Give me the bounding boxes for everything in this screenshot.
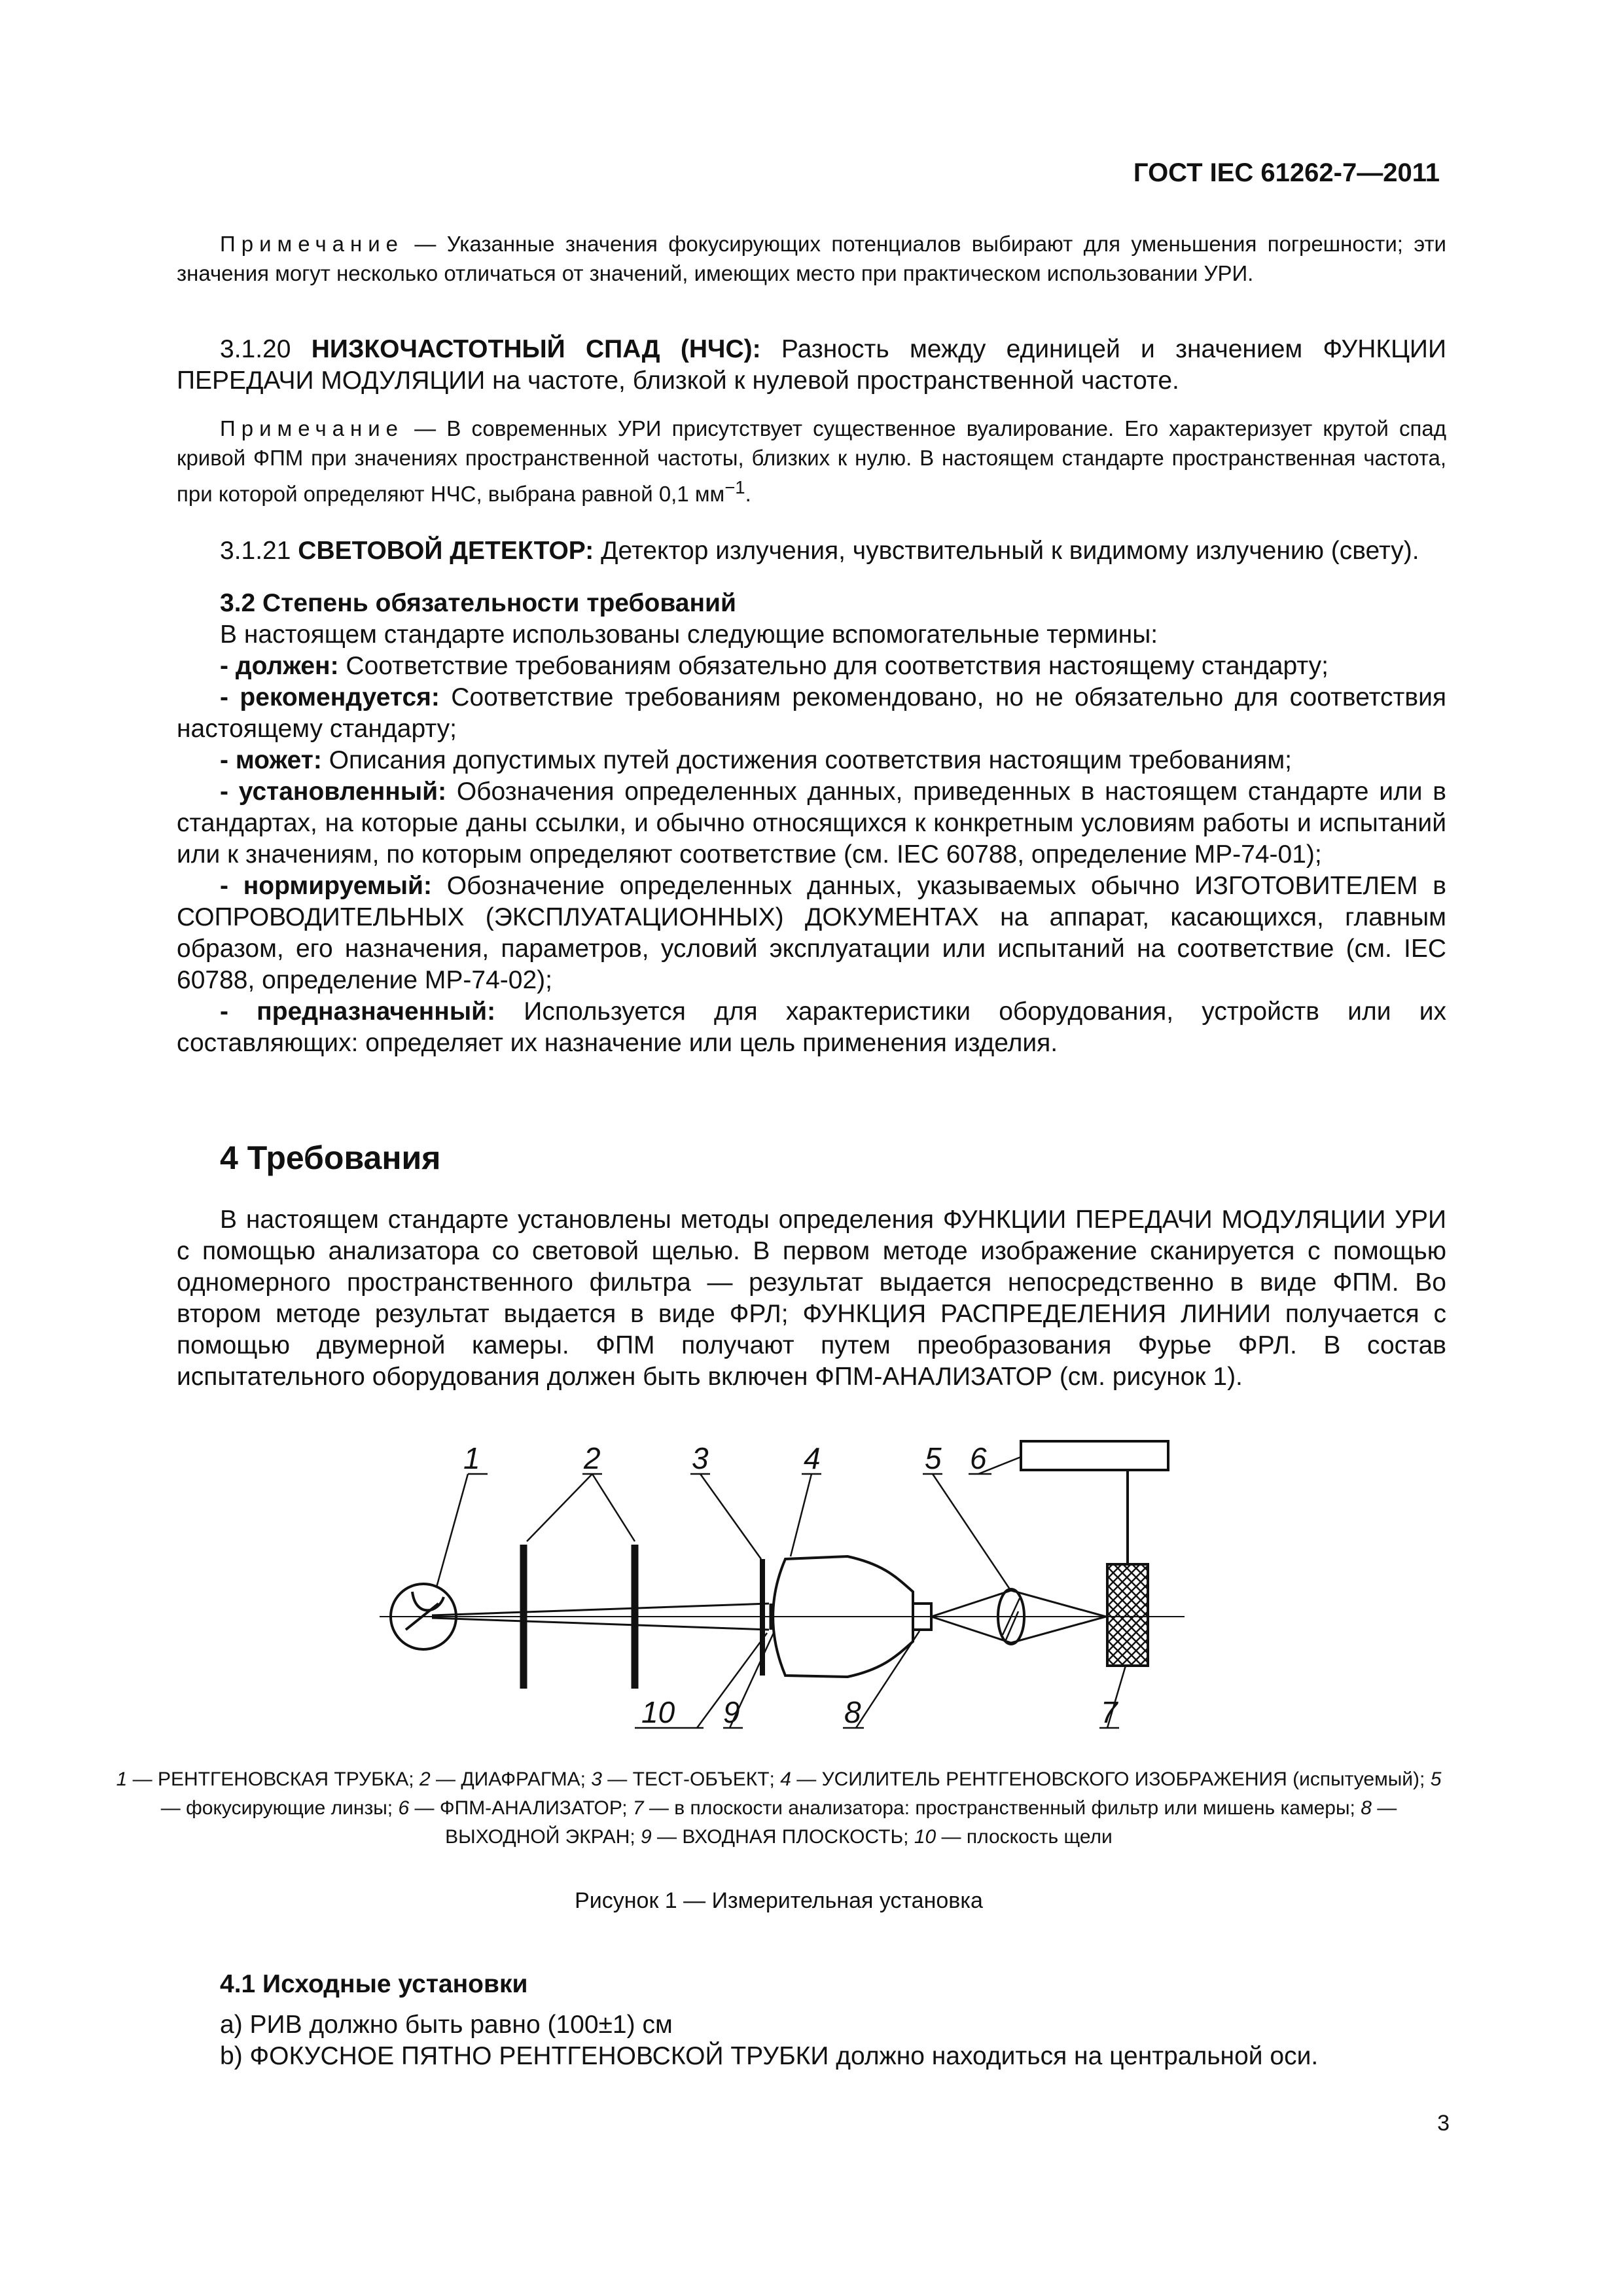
note-2 bbox=[177, 414, 1446, 509]
section-4-1 bbox=[177, 1969, 1446, 2072]
legend-item: 5 — фокусирующие линзы; bbox=[160, 1768, 1442, 1819]
section-intro: В настоящем стандарте использованы следующие вспомогательные термины: bbox=[220, 620, 1158, 649]
note-superscript: −1 bbox=[724, 477, 745, 497]
term-text: Обозначение определенных данных, указываемых обычно ИЗГОТОВИТЕЛЕМ в СОПРОВОДИТЕЛЬНЫХ (ЭКСПЛУАТАЦИОННЫХ) ДОКУМЕНТАХ на аппарат, касающихся, главным образом, его назначения, параметров, условий эксплуатации или испытаний на соответствие (см. IEC 60788, определение МР-74-02); bbox=[177, 872, 1446, 994]
list-marker: b) bbox=[220, 2042, 243, 2070]
legend-item: 9 — ВХОДНАЯ ПЛОСКОСТЬ; bbox=[641, 1826, 914, 1848]
clause-3-1-21 bbox=[177, 535, 1446, 567]
clause-term: НИЗКОЧАСТОТНЫЙ СПАД (НЧС): bbox=[311, 335, 761, 363]
figure-1-legend bbox=[111, 1765, 1446, 1852]
term-text: Обозначения определенных данных, приведенных в настоящем стандарте или в стандартах, на которые даны ссылки, и обычно относящихся к конкретным условиям работы и испытаний или к значениям, по которым определяют соответствие (см. IEC 60788, определение МР-74-01); bbox=[177, 778, 1446, 869]
list-text: ФОКУСНОЕ ПЯТНО РЕНТГЕНОВСКОЙ ТРУБКИ должно находиться на центральной оси. bbox=[249, 2042, 1319, 2070]
note-text: — Указанные значения фокусирующих потенциалов выбирают для уменьшения погрешности; эти значения могут несколько отличаться от значений, имеющих место при практическом использовании УРИ. bbox=[177, 232, 1446, 285]
term-label: - должен: bbox=[220, 652, 339, 680]
note-text: — В современных УРИ присутствует существенное вуалирование. Его характеризует крутой спад кривой ФПМ при значениях пространственной частоты, близких к нулю. В настоящем стандарте пространственная частота, при которой определяют НЧС, выбрана равной 0,1 мм bbox=[177, 416, 1446, 506]
document-header: ГОСТ IEC 61262-7—2011 bbox=[1133, 158, 1440, 187]
list-marker: а) bbox=[220, 2011, 243, 2039]
legend-item: 4 — УСИЛИТЕЛЬ РЕНТГЕНОВСКОГО ИЗОБРАЖЕНИЯ (испытуемый); bbox=[780, 1768, 1431, 1790]
clause-definition: Разность между единицей и значением ФУНКЦИИ ПЕРЕДАЧИ МОДУЛЯЦИИ на частоте, близкой к нулевой пространственной частоте. bbox=[177, 335, 1446, 395]
note-1 bbox=[177, 229, 1446, 288]
term-item bbox=[177, 651, 1446, 682]
term-label: - нормируемый: bbox=[220, 872, 433, 900]
tube-cathode bbox=[412, 1592, 444, 1610]
mtf-analyzer bbox=[1021, 1441, 1168, 1470]
term-text: Описания допустимых путей достижения соответствия настоящим требованиям; bbox=[321, 746, 1292, 774]
list-item bbox=[177, 2009, 1446, 2041]
clause-definition: Детектор излучения, чувствительный к видимому излучению (свету). bbox=[594, 537, 1419, 565]
note-label: Примечание bbox=[220, 232, 404, 256]
term-text: Соответствие требованиям обязательно для соответствия настоящему стандарту; bbox=[338, 652, 1329, 680]
term-label: - рекомендуется: bbox=[220, 683, 440, 711]
callout-7: 7 bbox=[1101, 1695, 1118, 1729]
term-text: Соответствие требованиям рекомендовано, но не обязательно для соответствия настоящему стандарту; bbox=[177, 683, 1446, 743]
callout-3: 3 bbox=[692, 1441, 709, 1475]
term-text: Используется для характеристики оборудования, устройств или их составляющих: определяет их назначение или цель применения изделия. bbox=[177, 997, 1446, 1057]
legend-item: 6 — ФПМ-АНАЛИЗАТОР; bbox=[398, 1797, 633, 1819]
callout-5: 5 bbox=[925, 1441, 942, 1475]
legend-item: 7 — в плоскости анализатора: пространственный фильтр или мишень камеры; bbox=[632, 1797, 1361, 1819]
clause-number: 3.1.21 bbox=[220, 537, 291, 565]
section-heading: 3.2 Степень обязательности требований bbox=[220, 589, 737, 617]
term-label: - предназначенный: bbox=[220, 997, 496, 1026]
clause-term: СВЕТОВОЙ ДЕТЕКТОР: bbox=[298, 537, 594, 565]
callout-9: 9 bbox=[723, 1695, 740, 1729]
callout-6: 6 bbox=[970, 1441, 987, 1475]
callout-1: 1 bbox=[463, 1441, 480, 1475]
legend-item: 8 — ВЫХОДНОЙ ЭКРАН; bbox=[445, 1797, 1397, 1848]
callout-4: 4 bbox=[804, 1441, 821, 1475]
analyzer-plane bbox=[1107, 1564, 1148, 1666]
figure-1-diagram bbox=[366, 1440, 1257, 1748]
note-label: Примечание bbox=[220, 416, 404, 440]
clause-number: 3.1.20 bbox=[220, 335, 291, 363]
term-item bbox=[177, 996, 1446, 1059]
section-heading: 4.1 Исходные установки bbox=[220, 1970, 528, 1998]
callout-2: 2 bbox=[584, 1441, 601, 1475]
callout-8: 8 bbox=[844, 1695, 861, 1729]
section-4-paragraph bbox=[177, 1204, 1446, 1393]
page-number: 3 bbox=[1437, 2111, 1450, 2136]
list-text: РИВ должно быть равно (100±1) см bbox=[249, 2011, 673, 2039]
legend-item: 10 — плоскость щели bbox=[914, 1826, 1113, 1848]
section-3-2 bbox=[177, 588, 1446, 1059]
figure-1-title: Рисунок 1 — Измерительная установка bbox=[575, 1888, 983, 1913]
legend-item: 1 — РЕНТГЕНОВСКАЯ ТРУБКА; bbox=[116, 1768, 419, 1790]
clause-3-1-20 bbox=[177, 334, 1446, 397]
term-item bbox=[177, 776, 1446, 870]
list-item bbox=[177, 2041, 1446, 2072]
callout-10: 10 bbox=[641, 1695, 675, 1729]
legend-item: 3 — ТЕСТ-ОБЪЕКТ; bbox=[591, 1768, 781, 1790]
legend-item: 2 — ДИАФРАГМА; bbox=[419, 1768, 592, 1790]
term-label: - может: bbox=[220, 746, 322, 774]
paragraph-text: В настоящем стандарте установлены методы определения ФУНКЦИИ ПЕРЕДАЧИ МОДУЛЯЦИИ УРИ с помощью анализатора со световой щелью. В первом методе изображение сканируется с помощью одномерного пространственного фильтра — результат выдается непосредственно в виде ФПМ. Во втором методе результат выдается в виде ФРЛ; ФУНКЦИЯ РАСПРЕДЕЛЕНИЯ ЛИНИИ получается с помощью двумерной камеры. ФПМ получают путем преобразования Фурье ФРЛ. В состав испытательного оборудования должен быть включен ФПМ-АНАЛИЗАТОР (см. рисунок 1). bbox=[177, 1206, 1446, 1391]
section-4-heading: 4 Требования bbox=[220, 1139, 441, 1176]
term-item bbox=[177, 870, 1446, 996]
term-item bbox=[177, 745, 1446, 776]
note-end: . bbox=[745, 482, 751, 506]
term-label: - установленный: bbox=[220, 778, 447, 806]
term-item bbox=[177, 682, 1446, 745]
